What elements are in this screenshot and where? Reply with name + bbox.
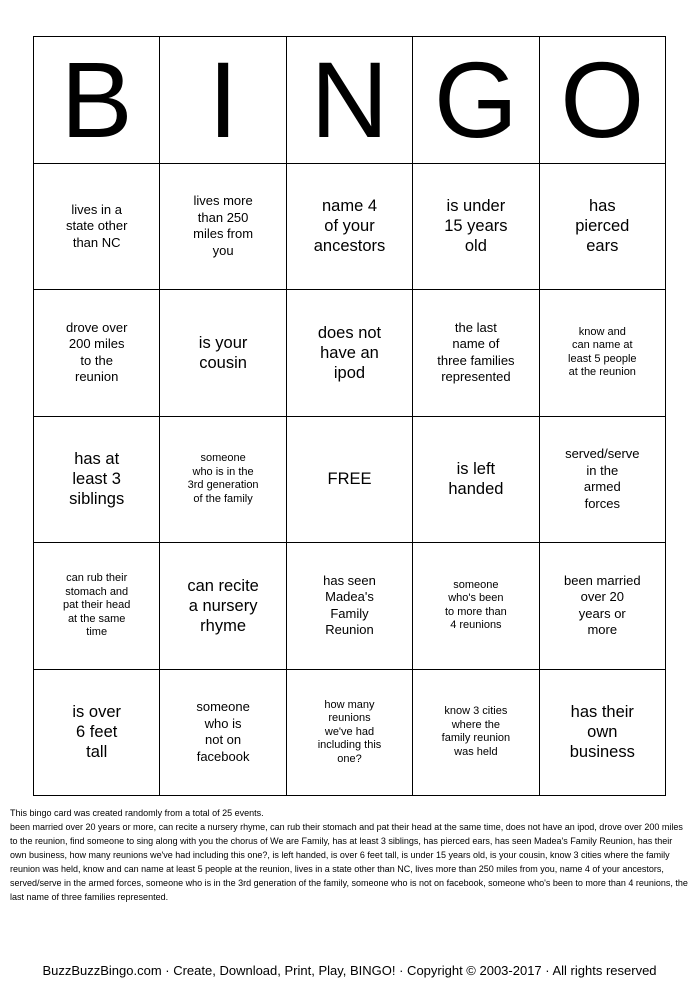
header-letter-i: I: [160, 37, 286, 164]
header-letter-o: O: [540, 37, 666, 164]
bingo-cell: has at least 3 siblings: [34, 417, 160, 544]
header-letter-b: B: [34, 37, 160, 164]
footer-copyright: BuzzBuzzBingo.com · Create, Download, Print, Play, BINGO! · Copyright © 2003-2017 · All rights reserved: [42, 963, 657, 978]
bingo-cell: someone who is in the 3rd generation of the family: [160, 417, 286, 544]
free-space-cell: FREE: [287, 417, 413, 544]
bingo-cell: someone who is not on facebook: [160, 670, 286, 797]
card-info-text: [10, 806, 690, 904]
bingo-cell: someone who's been to more than 4 reunions: [413, 543, 539, 670]
bingo-cell: can rub their stomach and pat their head at the same time: [34, 543, 160, 670]
bingo-cell: is left handed: [413, 417, 539, 544]
bingo-cell: know and can name at least 5 people at the reunion: [540, 290, 666, 417]
bingo-cell: is over 6 feet tall: [34, 670, 160, 797]
bingo-cell: is under 15 years old: [413, 164, 539, 291]
bingo-cell: know 3 cities where the family reunion was held: [413, 670, 539, 797]
bingo-cell: served/serve in the armed forces: [540, 417, 666, 544]
bingo-cell: been married over 20 years or more: [540, 543, 666, 670]
bingo-cell: has pierced ears: [540, 164, 666, 291]
card-info-summary: This bingo card was created randomly from a total of 25 events.: [10, 808, 264, 818]
card-info-event-list: been married over 20 years or more, can recite a nursery rhyme, can rub their stomach and pat their head at the same time, does not have an ipod, drove over 200 miles to the reunion, find someone to sing along with you the chorus of We are Family, has at least 3 siblings, has pierced ears, has seen Madea's Family Reunion, has their own business, how many reunions we've had including this one?, is left handed, is over 6 feet tall, is under 15 years old, is your cousin, know 3 cities where the family reunion was held, know and can name at least 5 people at the reunion, lives in a state other than NC, lives more than 250 miles from you, name 4 of your ancestors, served/serve in the armed forces, someone who is in the 3rd generation of the family, someone who is not on facebook, someone who's been to more than 4 reunions, the last name of three families represented.: [10, 822, 688, 902]
bingo-cell: the last name of three families represented: [413, 290, 539, 417]
bingo-cell: lives in a state other than NC: [34, 164, 160, 291]
header-letter-g: G: [413, 37, 539, 164]
bingo-cell: is your cousin: [160, 290, 286, 417]
bingo-cell: drove over 200 miles to the reunion: [34, 290, 160, 417]
bingo-cell: can recite a nursery rhyme: [160, 543, 286, 670]
bingo-cell: how many reunions we've had including this one?: [287, 670, 413, 797]
bingo-cell: has their own business: [540, 670, 666, 797]
bingo-card: [33, 36, 666, 796]
bingo-cell: name 4 of your ancestors: [287, 164, 413, 291]
bingo-cell: lives more than 250 miles from you: [160, 164, 286, 291]
bingo-cell: has seen Madea's Family Reunion: [287, 543, 413, 670]
bingo-cell: does not have an ipod: [287, 290, 413, 417]
header-letter-n: N: [287, 37, 413, 164]
